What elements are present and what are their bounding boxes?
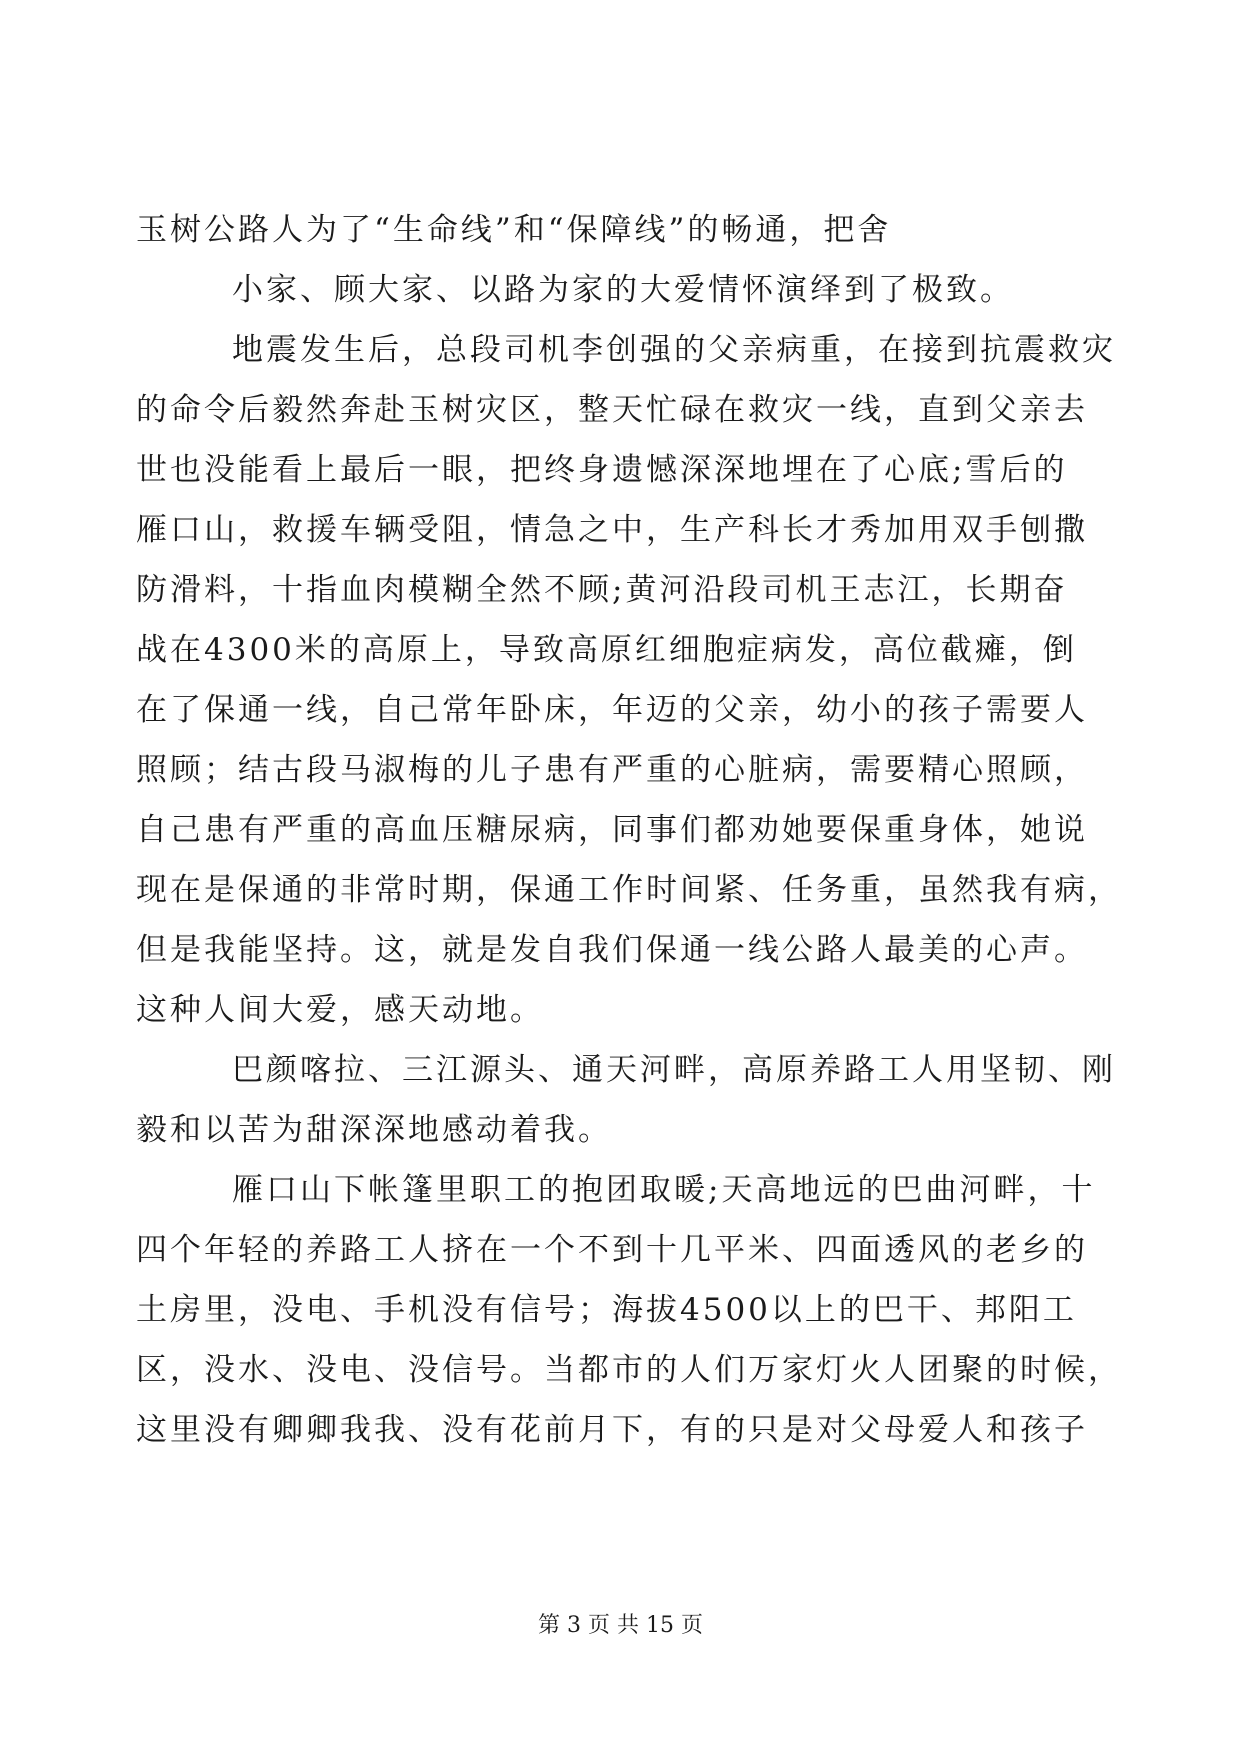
text-line: 土房里，没电、手机没有信号；海拔4500以上的巴干、邦阳工 — [136, 1292, 1077, 1328]
text-line: 自己患有严重的高血压糖尿病，同事们都劝她要保重身体，她说 — [136, 812, 1088, 848]
text-line: 这种人间大爱，感天动地。 — [136, 992, 544, 1028]
text-line: 毅和以苦为甜深深地感动着我。 — [136, 1112, 612, 1148]
text-line: 小家、顾大家、以路为家的大爱情怀演绎到了极致。 — [232, 272, 1014, 308]
text-line: 照顾；结古段马淑梅的儿子患有严重的心脏病，需要精心照顾， — [136, 752, 1088, 788]
text-line: 巴颜喀拉、三江源头、通天河畔，高原养路工人用坚韧、刚 — [232, 1052, 1116, 1088]
text-line: 地震发生后，总段司机李创强的父亲病重，在接到抗震救灾 — [232, 332, 1116, 368]
text-line: 防滑料，十指血肉模糊全然不顾;黄河沿段司机王志江，长期奋 — [136, 572, 1068, 608]
document-body — [136, 200, 1122, 1460]
page-number-footer: 第 3 页 共 15 页 — [538, 1613, 703, 1638]
text-line: 区，没水、没电、没信号。当都市的人们万家灯火人团聚的时候， — [136, 1352, 1122, 1388]
text-line: 的命令后毅然奔赴玉树灾区，整天忙碌在救灾一线，直到父亲去 — [136, 392, 1088, 428]
text-line: 世也没能看上最后一眼，把终身遗憾深深地埋在了心底;雪后的 — [136, 452, 1068, 488]
text-line: 雁口山，救援车辆受阻，情急之中，生产科长才秀加用双手刨撒 — [136, 512, 1088, 548]
text-line: 这里没有卿卿我我、没有花前月下，有的只是对父母爱人和孩子 — [136, 1412, 1088, 1448]
text-line: 玉树公路人为了“生命线”和“保障线”的畅通，把舍 — [136, 212, 892, 248]
text-line: 战在4300米的高原上，导致高原红细胞症病发，高位截瘫，倒 — [136, 632, 1077, 668]
text-line: 在了保通一线，自己常年卧床，年迈的父亲，幼小的孩子需要人 — [136, 692, 1088, 728]
text-line: 四个年轻的养路工人挤在一个不到十几平米、四面透风的老乡的 — [136, 1232, 1088, 1268]
text-line: 但是我能坚持。这，就是发自我们保通一线公路人最美的心声。 — [136, 932, 1088, 968]
text-line: 雁口山下帐篷里职工的抱团取暖;天高地远的巴曲河畔，十 — [232, 1172, 1096, 1208]
text-line: 现在是保通的非常时期，保通工作时间紧、任务重，虽然我有病， — [136, 872, 1122, 908]
